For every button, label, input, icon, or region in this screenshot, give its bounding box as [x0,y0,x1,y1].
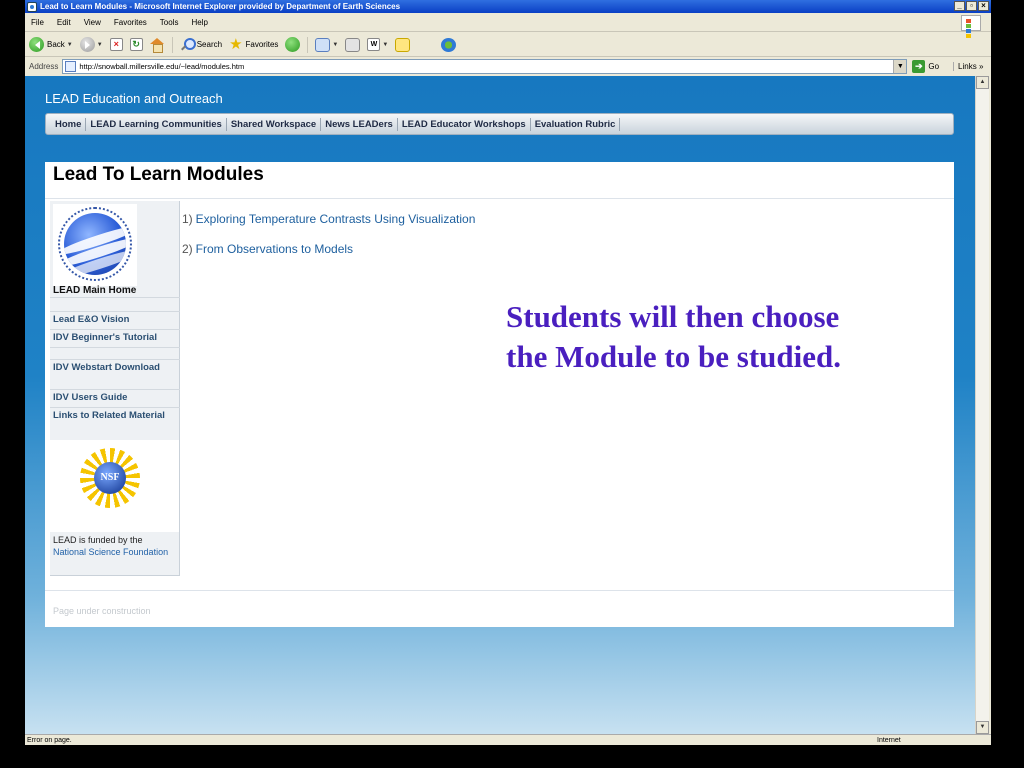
nav-news-leaders[interactable]: News LEADers [321,118,398,131]
divider [50,329,180,330]
nav-educator-workshops[interactable]: LEAD Educator Workshops [398,118,531,131]
page-icon [65,61,76,72]
note-icon [395,38,410,52]
windows-logo-icon [961,15,981,31]
module-link-2[interactable]: From Observations to Models [195,242,354,256]
content-panel [45,162,954,627]
funding-note [53,534,178,558]
divider [45,590,954,591]
page-viewport [25,76,975,734]
toolbar [25,33,991,57]
forward-arrow-icon [80,37,95,52]
nsf-emblem: NSF [94,462,126,494]
printer-icon [345,38,360,52]
divider [50,311,180,312]
sidebar-item-vision[interactable]: Lead E&O Vision [53,314,130,325]
site-title: LEAD Education and Outreach [45,91,223,106]
menu-edit[interactable]: Edit [56,18,71,27]
sidebar-item-webstart[interactable]: IDV Webstart Download [53,362,160,373]
list-item [182,242,353,256]
site-navbar [45,113,954,135]
mail-icon [315,38,330,52]
go-arrow-icon: ➔ [912,60,925,73]
nav-learning-communities[interactable]: LEAD Learning Communities [86,118,226,131]
menu-view[interactable]: View [83,18,101,27]
window-controls [954,1,989,11]
title-bar [25,0,991,13]
stop-button[interactable] [110,38,123,51]
menu-help[interactable]: Help [191,18,208,27]
divider [50,389,180,390]
status-text: Error on page. [27,737,72,744]
edit-dropdown-icon[interactable]: ▼ [382,41,389,48]
divider [50,407,180,408]
discuss-button[interactable] [395,38,410,52]
divider [50,297,180,298]
sidebar [50,201,180,576]
sidebar-item-users-guide[interactable]: IDV Users Guide [53,392,128,403]
menu-favorites[interactable]: Favorites [113,18,147,27]
refresh-button[interactable] [130,38,143,51]
scroll-down-button[interactable]: ▼ [976,721,989,734]
vertical-scrollbar[interactable] [975,76,989,734]
slide-annotation [506,297,926,377]
divider [45,198,954,199]
forward-button[interactable] [80,37,103,52]
links-label: Links [958,62,977,71]
back-dropdown-icon[interactable]: ▼ [66,41,73,48]
back-arrow-icon [29,37,44,52]
footer-note: Page under construction [53,606,151,616]
sidebar-item-tutorial[interactable]: IDV Beginner's Tutorial [53,332,157,343]
minimize-button[interactable]: _ [954,1,965,11]
address-input[interactable] [62,59,907,74]
address-dropdown-icon[interactable]: ▼ [893,60,906,73]
module-number: 1) [182,212,193,226]
stop-icon: × [110,38,123,51]
star-icon: ★ [229,35,243,53]
maximize-button[interactable]: ▫ [966,1,977,11]
toolbar-separator [172,37,173,53]
forward-dropdown-icon[interactable]: ▼ [96,41,103,48]
globe-icon [64,213,126,275]
page-title: Lead To Learn Modules [53,164,264,185]
funding-text: LEAD is funded by the [53,535,143,545]
back-label: Back [47,40,65,49]
address-url[interactable]: http://snowball.millersville.edu/~lead/modules.htm [79,62,245,71]
history-button[interactable] [285,37,300,52]
menu-bar [25,14,991,32]
nav-shared-workspace[interactable]: Shared Workspace [227,118,321,131]
annotation-line-1: Students will then choose [506,299,840,334]
favorites-label: Favorites [245,40,279,49]
mail-dropdown-icon[interactable]: ▼ [332,41,339,48]
mail-button[interactable] [315,38,338,52]
status-bar [25,734,991,745]
close-button[interactable]: × [978,1,989,11]
nsf-logo[interactable] [50,440,179,532]
home-icon [150,38,165,52]
search-button[interactable] [180,38,222,52]
go-label: Go [928,62,940,71]
address-label: Address [29,62,59,71]
sidebar-main-home[interactable]: LEAD Main Home [53,285,137,296]
list-item [182,212,475,226]
menu-file[interactable]: File [31,18,44,27]
word-edit-icon: W [367,38,380,51]
back-button[interactable] [29,37,73,52]
module-number: 2) [182,242,193,256]
go-button[interactable] [912,60,939,73]
home-button[interactable] [150,38,165,52]
toolbar-separator [307,37,308,53]
annotation-line-2: the Module to be studied. [506,339,841,374]
address-bar [25,58,991,75]
divider [50,359,180,360]
messenger-button[interactable] [441,38,456,52]
menu-tools[interactable]: Tools [159,18,179,27]
scroll-up-button[interactable]: ▲ [976,76,989,89]
search-label: Search [196,40,223,49]
lead-logo[interactable] [53,204,137,286]
refresh-icon: ↻ [130,38,143,51]
window-title: Lead to Learn Modules - Microsoft Internet Explorer provided by Department of Earth Sciences [40,2,401,11]
module-link-1[interactable]: Exploring Temperature Contrasts Using Visualization [195,212,476,226]
ie-icon [27,2,37,12]
zone-text: Internet [877,737,901,744]
history-icon [285,37,300,52]
search-icon [180,38,194,52]
nav-evaluation-rubric[interactable]: Evaluation Rubric [531,118,621,131]
favorites-button[interactable] [229,35,279,53]
divider [50,347,180,348]
links-button[interactable]: Links » [953,62,983,71]
edit-button[interactable] [367,38,388,51]
nav-home[interactable]: Home [51,118,86,131]
nsf-link[interactable]: National Science Foundation [53,547,169,557]
sidebar-item-related-links[interactable]: Links to Related Material [53,410,165,421]
messenger-icon [441,38,456,52]
print-button[interactable] [345,38,360,52]
